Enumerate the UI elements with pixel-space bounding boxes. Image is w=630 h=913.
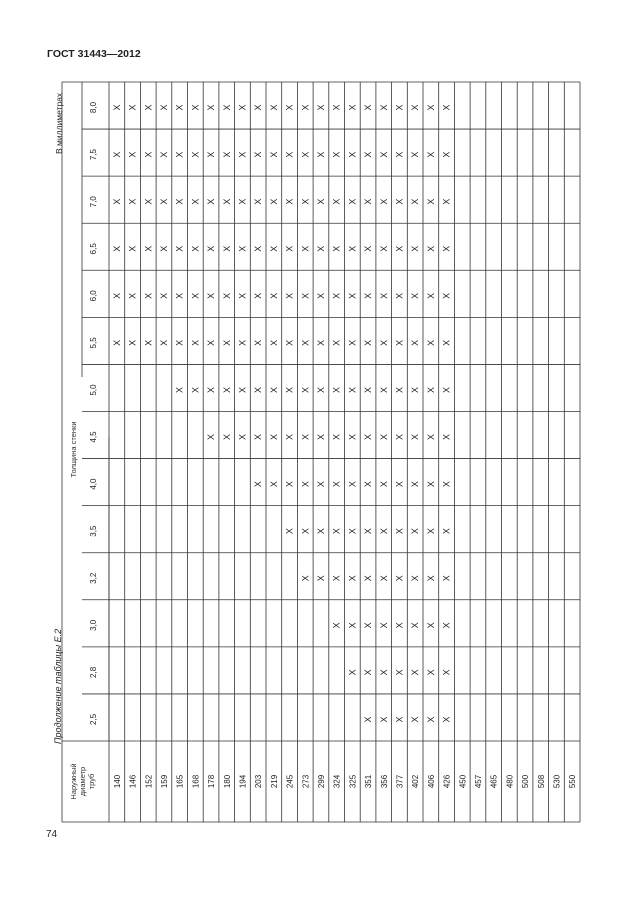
diameter-value: 299: [316, 774, 326, 789]
thickness-value: 8,0: [89, 101, 98, 114]
x-mark: X: [315, 528, 326, 535]
x-mark: X: [363, 292, 374, 299]
x-mark: X: [331, 198, 342, 205]
x-mark: X: [425, 339, 436, 346]
x-mark: X: [315, 151, 326, 158]
diameter-value: 273: [301, 774, 311, 789]
x-mark: X: [347, 481, 358, 488]
x-mark: X: [394, 104, 405, 111]
thickness-value: 4,0: [89, 478, 98, 490]
diameter-value: 165: [175, 774, 185, 789]
x-mark: X: [111, 339, 122, 346]
x-mark: X: [253, 339, 264, 346]
x-mark: X: [410, 245, 421, 252]
x-mark: X: [425, 528, 436, 535]
x-mark: X: [111, 104, 122, 111]
x-mark: X: [441, 434, 452, 441]
x-mark: X: [237, 104, 248, 111]
x-mark: X: [331, 386, 342, 393]
x-mark: X: [127, 198, 138, 205]
x-mark: X: [206, 245, 217, 252]
x-mark: X: [441, 716, 452, 723]
x-mark: X: [190, 104, 201, 111]
x-mark: X: [425, 292, 436, 299]
x-mark: X: [284, 104, 295, 111]
diameter-value: 550: [568, 774, 578, 789]
diameter-value: 480: [505, 774, 515, 789]
thickness-value: 2,5: [89, 713, 98, 726]
x-mark: X: [174, 198, 185, 205]
x-mark: X: [268, 198, 279, 205]
thickness-value: 3,2: [89, 572, 98, 584]
table-caption: Продолжение таблицы Е.2: [53, 628, 63, 744]
diameter-value: 194: [238, 774, 248, 789]
x-mark: X: [394, 669, 405, 676]
x-mark: X: [410, 151, 421, 158]
x-mark: X: [237, 151, 248, 158]
x-mark: X: [331, 245, 342, 252]
diameter-value: 377: [395, 774, 405, 789]
x-mark: X: [363, 386, 374, 393]
x-mark: X: [158, 245, 169, 252]
x-mark: X: [410, 434, 421, 441]
x-mark: X: [378, 575, 389, 582]
x-mark: X: [347, 104, 358, 111]
x-mark: X: [221, 151, 232, 158]
x-mark: X: [237, 386, 248, 393]
x-mark: X: [425, 245, 436, 252]
x-mark: X: [284, 386, 295, 393]
x-mark: X: [315, 198, 326, 205]
x-mark: X: [394, 716, 405, 723]
diameter-value: 465: [489, 774, 499, 789]
document-header: ГОСТ 31443—2012: [47, 48, 141, 60]
x-mark: X: [331, 575, 342, 582]
x-mark: X: [410, 104, 421, 111]
thickness-value: 3,0: [89, 619, 98, 631]
x-mark: X: [300, 292, 311, 299]
x-mark: X: [394, 245, 405, 252]
x-mark: X: [206, 292, 217, 299]
x-mark: X: [300, 434, 311, 441]
x-mark: X: [378, 386, 389, 393]
x-mark: X: [158, 198, 169, 205]
diameter-value: 245: [285, 774, 295, 789]
x-mark: X: [378, 528, 389, 535]
x-mark: X: [300, 245, 311, 252]
x-mark: X: [331, 622, 342, 629]
x-mark: X: [315, 434, 326, 441]
x-mark: X: [268, 151, 279, 158]
x-mark: X: [363, 575, 374, 582]
x-mark: X: [363, 339, 374, 346]
x-mark: X: [221, 245, 232, 252]
x-mark: X: [347, 575, 358, 582]
diameter-header-label: труб: [87, 773, 96, 790]
x-mark: X: [363, 245, 374, 252]
x-mark: X: [315, 245, 326, 252]
x-mark: X: [206, 434, 217, 441]
x-mark: X: [174, 386, 185, 393]
diameter-value: 146: [128, 774, 138, 789]
x-mark: X: [190, 151, 201, 158]
x-mark: X: [143, 292, 154, 299]
x-mark: X: [363, 104, 374, 111]
x-mark: X: [347, 386, 358, 393]
x-mark: X: [300, 198, 311, 205]
diameter-value: 178: [207, 774, 217, 789]
x-mark: X: [111, 245, 122, 252]
x-mark: X: [425, 198, 436, 205]
x-mark: X: [331, 481, 342, 488]
x-mark: X: [441, 198, 452, 205]
x-mark: X: [237, 292, 248, 299]
x-mark: X: [284, 292, 295, 299]
x-mark: X: [315, 104, 326, 111]
x-mark: X: [378, 198, 389, 205]
x-mark: X: [315, 386, 326, 393]
x-mark: X: [158, 104, 169, 111]
thickness-value: 7,0: [89, 196, 98, 208]
diameter-value: 168: [191, 774, 201, 789]
x-mark: X: [221, 198, 232, 205]
x-mark: X: [206, 104, 217, 111]
x-mark: X: [284, 245, 295, 252]
x-mark: X: [441, 481, 452, 488]
x-mark: X: [425, 669, 436, 676]
x-mark: X: [300, 104, 311, 111]
x-mark: X: [410, 622, 421, 629]
x-mark: X: [158, 339, 169, 346]
x-mark: X: [284, 151, 295, 158]
x-mark: X: [190, 339, 201, 346]
x-mark: X: [300, 481, 311, 488]
x-mark: X: [394, 528, 405, 535]
x-mark: X: [315, 292, 326, 299]
x-mark: X: [127, 292, 138, 299]
x-mark: X: [268, 434, 279, 441]
x-mark: X: [394, 292, 405, 299]
x-mark: X: [237, 339, 248, 346]
x-mark: X: [347, 339, 358, 346]
x-mark: X: [347, 198, 358, 205]
x-mark: X: [268, 104, 279, 111]
x-mark: X: [300, 528, 311, 535]
diameter-value: 450: [458, 774, 468, 789]
diameter-value: 325: [348, 774, 358, 789]
page-number: 74: [46, 829, 58, 840]
x-mark: X: [347, 528, 358, 535]
x-mark: X: [174, 151, 185, 158]
diameter-value: 406: [426, 774, 436, 789]
x-mark: X: [410, 716, 421, 723]
x-mark: X: [300, 386, 311, 393]
x-mark: X: [221, 339, 232, 346]
x-mark: X: [284, 198, 295, 205]
thickness-value: 3,5: [89, 525, 98, 537]
x-mark: X: [441, 669, 452, 676]
x-mark: X: [174, 339, 185, 346]
diameter-value: 530: [552, 774, 562, 789]
x-mark: X: [127, 339, 138, 346]
x-mark: X: [127, 104, 138, 111]
x-mark: X: [410, 198, 421, 205]
diameter-value: 500: [521, 774, 531, 789]
thickness-value: 5,5: [89, 337, 98, 349]
x-mark: X: [378, 339, 389, 346]
x-mark: X: [190, 245, 201, 252]
x-mark: X: [347, 622, 358, 629]
thickness-header-label: Толщина стенки: [69, 421, 78, 478]
x-mark: X: [441, 575, 452, 582]
x-mark: X: [394, 339, 405, 346]
x-mark: X: [394, 434, 405, 441]
x-mark: X: [331, 434, 342, 441]
x-mark: X: [410, 481, 421, 488]
x-mark: X: [237, 434, 248, 441]
x-mark: X: [158, 292, 169, 299]
x-mark: X: [174, 245, 185, 252]
x-mark: X: [331, 292, 342, 299]
x-mark: X: [143, 104, 154, 111]
x-mark: X: [441, 104, 452, 111]
x-mark: X: [363, 481, 374, 488]
x-mark: X: [143, 151, 154, 158]
x-mark: X: [253, 245, 264, 252]
x-mark: X: [394, 198, 405, 205]
x-mark: X: [253, 481, 264, 488]
x-mark: X: [425, 104, 436, 111]
x-mark: X: [331, 339, 342, 346]
diameter-value: 402: [411, 774, 421, 789]
x-mark: X: [347, 245, 358, 252]
x-mark: X: [253, 386, 264, 393]
x-mark: X: [268, 245, 279, 252]
x-mark: X: [441, 339, 452, 346]
diameter-value: 159: [159, 774, 169, 789]
x-mark: X: [378, 434, 389, 441]
units-note: В миллиметрах: [54, 92, 64, 154]
x-mark: X: [111, 198, 122, 205]
x-mark: X: [347, 669, 358, 676]
thickness-value: 2,8: [89, 666, 98, 678]
x-mark: X: [206, 339, 217, 346]
x-mark: X: [363, 622, 374, 629]
x-mark: X: [268, 292, 279, 299]
x-mark: X: [425, 622, 436, 629]
diameter-value: 180: [222, 774, 232, 789]
x-mark: X: [394, 481, 405, 488]
x-mark: X: [394, 622, 405, 629]
x-mark: X: [206, 151, 217, 158]
x-mark: X: [441, 292, 452, 299]
x-mark: X: [253, 292, 264, 299]
x-mark: X: [237, 245, 248, 252]
x-mark: X: [190, 386, 201, 393]
x-mark: X: [410, 339, 421, 346]
x-mark: X: [174, 292, 185, 299]
x-mark: X: [363, 669, 374, 676]
x-mark: X: [394, 151, 405, 158]
thickness-value: 6,0: [89, 290, 98, 302]
x-mark: X: [347, 434, 358, 441]
x-mark: X: [190, 198, 201, 205]
x-mark: X: [363, 151, 374, 158]
x-mark: X: [441, 245, 452, 252]
x-mark: X: [331, 151, 342, 158]
x-mark: X: [410, 528, 421, 535]
x-mark: X: [394, 386, 405, 393]
x-mark: X: [378, 481, 389, 488]
x-mark: X: [331, 104, 342, 111]
x-mark: X: [253, 198, 264, 205]
x-mark: X: [441, 386, 452, 393]
x-mark: X: [206, 198, 217, 205]
diameter-header-label: Наружный: [69, 763, 78, 800]
x-mark: X: [315, 339, 326, 346]
x-mark: X: [441, 622, 452, 629]
x-mark: X: [331, 528, 342, 535]
diameter-value: 219: [269, 774, 279, 789]
x-mark: X: [300, 575, 311, 582]
x-mark: X: [315, 575, 326, 582]
x-mark: X: [268, 386, 279, 393]
x-mark: X: [394, 575, 405, 582]
diameter-value: 140: [112, 774, 122, 789]
x-mark: X: [111, 151, 122, 158]
x-mark: X: [237, 198, 248, 205]
thickness-value: 6,5: [89, 243, 98, 255]
thickness-value: 4,5: [89, 431, 98, 443]
diameter-value: 203: [254, 774, 264, 789]
x-mark: X: [253, 434, 264, 441]
x-mark: X: [268, 339, 279, 346]
x-mark: X: [221, 104, 232, 111]
diameter-value: 457: [473, 774, 483, 789]
x-mark: X: [284, 434, 295, 441]
diameter-value: 508: [536, 774, 546, 789]
x-mark: X: [425, 716, 436, 723]
x-mark: X: [425, 434, 436, 441]
diameter-value: 324: [332, 774, 342, 789]
x-mark: X: [410, 292, 421, 299]
x-mark: X: [410, 575, 421, 582]
x-mark: X: [143, 245, 154, 252]
x-mark: X: [378, 104, 389, 111]
x-mark: X: [347, 292, 358, 299]
x-mark: X: [111, 292, 122, 299]
x-mark: X: [284, 481, 295, 488]
x-mark: X: [143, 339, 154, 346]
diameter-value: 426: [442, 774, 452, 789]
x-mark: X: [127, 151, 138, 158]
x-mark: X: [127, 245, 138, 252]
x-mark: X: [378, 622, 389, 629]
x-mark: X: [253, 104, 264, 111]
diameter-value: 152: [144, 774, 154, 789]
x-mark: X: [284, 528, 295, 535]
x-mark: X: [378, 151, 389, 158]
x-mark: X: [378, 716, 389, 723]
x-mark: X: [378, 245, 389, 252]
x-mark: X: [425, 575, 436, 582]
x-mark: X: [425, 481, 436, 488]
x-mark: X: [363, 434, 374, 441]
x-mark: X: [347, 151, 358, 158]
x-mark: X: [253, 151, 264, 158]
x-mark: X: [410, 669, 421, 676]
x-mark: X: [315, 481, 326, 488]
thickness-value: 5,0: [89, 384, 98, 396]
diameter-value: 351: [364, 774, 374, 789]
x-mark: X: [143, 198, 154, 205]
x-mark: X: [206, 386, 217, 393]
x-mark: X: [221, 386, 232, 393]
x-mark: X: [441, 151, 452, 158]
x-mark: X: [441, 528, 452, 535]
x-mark: X: [300, 339, 311, 346]
x-mark: X: [174, 104, 185, 111]
x-mark: X: [284, 339, 295, 346]
thickness-value: 7,5: [89, 149, 98, 161]
diameter-value: 356: [379, 774, 389, 789]
x-mark: X: [363, 716, 374, 723]
x-mark: X: [158, 151, 169, 158]
x-mark: X: [221, 434, 232, 441]
x-mark: X: [190, 292, 201, 299]
diameter-header-label: диаметр: [78, 766, 87, 797]
x-mark: X: [363, 198, 374, 205]
x-mark: X: [221, 292, 232, 299]
x-mark: X: [363, 528, 374, 535]
x-mark: X: [300, 151, 311, 158]
x-mark: X: [378, 292, 389, 299]
x-mark: X: [410, 386, 421, 393]
x-mark: X: [425, 386, 436, 393]
x-mark: X: [268, 481, 279, 488]
x-mark: X: [425, 151, 436, 158]
x-mark: X: [378, 669, 389, 676]
